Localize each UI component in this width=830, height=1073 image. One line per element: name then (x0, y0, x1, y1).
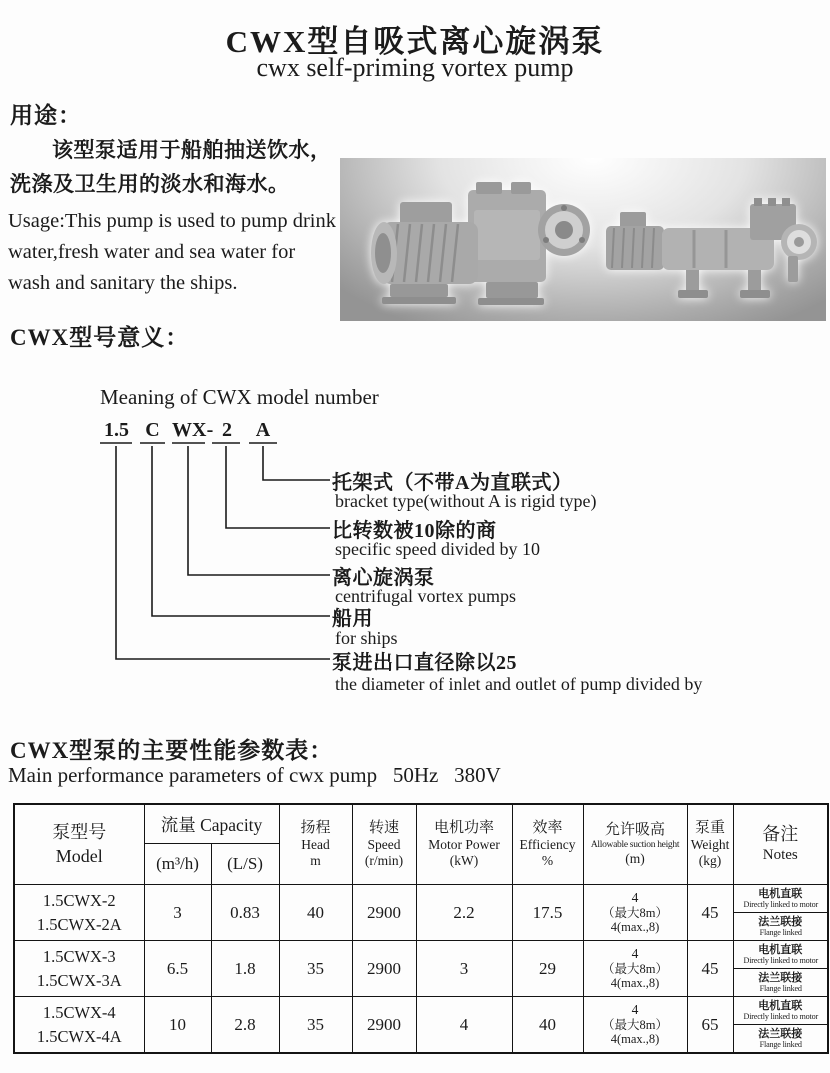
meaning-item-zh: 离心旋涡泵 (332, 567, 435, 589)
suction-line-3: 4(max.,8) (610, 976, 660, 991)
col-header-notes-zh: 备注 (762, 824, 799, 845)
model-line-1: 1.5CWX-3 (42, 947, 116, 967)
col-header-speed-en: Speed (367, 837, 401, 853)
cell-suction (583, 885, 687, 941)
cell-note-flange (733, 969, 828, 997)
model-meaning-heading-zh: CWX型号意义： (10, 325, 190, 350)
meaning-item-en: centrifugal vortex pumps (335, 586, 516, 606)
cell-note-direct (733, 941, 828, 969)
col-header-power-unit: (kW) (449, 853, 479, 869)
cell-weight: 45 (687, 941, 733, 997)
meaning-item-en: bracket type(without A is rigid type) (335, 491, 597, 511)
col-header-model-zh: 泵型号 (52, 822, 107, 843)
model-line-1: 1.5CWX-2 (42, 891, 116, 911)
note-en: Directly linked to motor (743, 1011, 818, 1022)
pump-photo-right (602, 198, 817, 308)
cell-efficiency: 17.5 (512, 885, 583, 941)
page-title-zh: CWX型自吸式离心旋涡泵 (225, 24, 605, 59)
col-header-speed (352, 804, 416, 885)
model-code-hyphen: - (206, 419, 214, 441)
suction-line-1: 4 (631, 1002, 639, 1018)
col-header-head (279, 804, 352, 885)
col-header-suction-unit: (m) (625, 850, 645, 866)
meaning-item-zh: 比转数被10除的商 (332, 520, 497, 542)
cell-efficiency: 29 (512, 941, 583, 997)
model-code-part: 2 (222, 419, 232, 441)
model-code-part: WX (172, 419, 207, 441)
note-en: Directly linked to motor (743, 899, 818, 910)
col-header-model (14, 804, 144, 885)
note-zh: 法兰联接 (758, 915, 803, 928)
col-header-suction-zh: 允许吸高 (605, 822, 666, 839)
note-en: Flange linked (759, 983, 802, 994)
suction-line-1: 4 (631, 946, 639, 962)
meaning-item-en: the diameter of inlet and outlet of pump divided by (335, 674, 703, 694)
cell-power: 3 (416, 941, 512, 997)
col-header-power (416, 804, 512, 885)
usage-body-zh: 该型泵适用于船舶抽送饮水，洗涤及卫生用的淡水和海水。 (10, 138, 332, 196)
cell-capacity-ls: 1.8 (211, 941, 279, 997)
cell-speed: 2900 (352, 941, 416, 997)
cell-model (14, 997, 144, 1054)
col-header-suction-en: Allowable suction height (590, 839, 680, 850)
col-header-capacity-m3h: (m³/h) (144, 844, 211, 885)
col-header-power-zh: 电机功率 (434, 819, 495, 836)
col-header-eff-en: Efficiency (519, 837, 576, 853)
note-zh: 电机直联 (758, 999, 803, 1012)
cell-note-direct (733, 885, 828, 913)
col-header-notes-en: Notes (762, 847, 798, 864)
suction-line-3: 4(max.,8) (610, 1032, 660, 1047)
product-photo (340, 158, 826, 321)
cell-note-direct (733, 997, 828, 1025)
params-heading-en: Main performance parameters of cwx pump 50Hz 380V (8, 763, 501, 787)
note-en: Flange linked (759, 1039, 802, 1050)
cell-capacity-ls: 0.83 (211, 885, 279, 941)
cell-capacity-m3h: 10 (144, 997, 211, 1054)
table-row (14, 941, 828, 969)
cell-weight: 65 (687, 997, 733, 1054)
col-header-head-zh: 扬程 (300, 819, 331, 836)
model-meaning-heading-en: Meaning of CWX model number (100, 385, 379, 409)
col-header-notes (733, 804, 828, 885)
suction-line-2: （最大8m） (602, 905, 668, 920)
meaning-item-en: specific speed divided by 10 (335, 539, 540, 559)
col-header-head-en: Head (301, 837, 330, 853)
note-en: Flange linked (759, 927, 802, 938)
cell-head: 40 (279, 885, 352, 941)
cell-power: 4 (416, 997, 512, 1054)
col-header-capacity-ls: (L/S) (211, 844, 279, 885)
cell-model (14, 941, 144, 997)
note-zh: 电机直联 (758, 943, 803, 956)
cell-suction (583, 941, 687, 997)
page-title-en: cwx self-priming vortex pump (256, 53, 574, 82)
model-line-2: 1.5CWX-2A (36, 914, 122, 934)
col-header-speed-zh: 转速 (369, 819, 400, 836)
params-heading-zh: CWX型泵的主要性能参数表： (10, 738, 334, 763)
pump-photo-left (368, 180, 593, 315)
note-zh: 法兰联接 (758, 1027, 803, 1040)
cell-model (14, 885, 144, 941)
cell-speed: 2900 (352, 885, 416, 941)
model-line-1: 1.5CWX-4 (42, 1003, 116, 1023)
cell-note-flange (733, 1025, 828, 1054)
performance-table (13, 803, 829, 1054)
note-en: Directly linked to motor (743, 955, 818, 966)
model-line-2: 1.5CWX-4A (36, 1026, 122, 1046)
cell-power: 2.2 (416, 885, 512, 941)
cell-capacity-m3h: 6.5 (144, 941, 211, 997)
col-header-eff-unit: % (541, 853, 554, 869)
col-header-speed-unit: (r/min) (364, 853, 404, 869)
suction-line-2: （最大8m） (602, 1017, 668, 1032)
table-row (14, 885, 828, 913)
cell-note-flange (733, 913, 828, 941)
table-row (14, 997, 828, 1025)
cell-weight: 45 (687, 885, 733, 941)
col-header-weight-en: Weight (690, 837, 730, 853)
suction-line-1: 4 (631, 890, 639, 906)
usage-heading: 用途： (10, 103, 82, 128)
usage-body-en: Usage:This pump is used to pump drink water,fresh water and sea water for wash and sanitary the ships. (8, 210, 336, 294)
col-header-head-unit: m (310, 853, 321, 869)
cell-efficiency: 40 (512, 997, 583, 1054)
note-zh: 电机直联 (758, 887, 803, 900)
meaning-item-zh: 托架式（不带A为直联式） (332, 472, 573, 494)
col-header-suction (583, 804, 687, 885)
model-line-2: 1.5CWX-3A (36, 970, 122, 990)
col-header-weight-unit: (kg) (698, 853, 722, 869)
cell-speed: 2900 (352, 997, 416, 1054)
cell-suction (583, 997, 687, 1054)
col-header-power-en: Motor Power (428, 837, 500, 853)
cell-head: 35 (279, 941, 352, 997)
col-header-model-en: Model (55, 845, 103, 866)
col-header-capacity: 流量 Capacity (144, 804, 279, 844)
cell-capacity-m3h: 3 (144, 885, 211, 941)
suction-line-2: （最大8m） (602, 961, 668, 976)
col-header-efficiency (512, 804, 583, 885)
col-header-eff-zh: 效率 (532, 819, 563, 836)
col-header-weight (687, 804, 733, 885)
cell-head: 35 (279, 997, 352, 1054)
note-zh: 法兰联接 (758, 971, 803, 984)
suction-line-3: 4(max.,8) (610, 920, 660, 935)
meaning-item-zh: 泵进出口直径除以25 (332, 652, 517, 674)
cell-capacity-ls: 2.8 (211, 997, 279, 1054)
model-code-part: 1.5 (104, 419, 129, 441)
model-code-part: A (255, 419, 271, 441)
meaning-item-zh: 船用 (332, 608, 373, 630)
model-code-part: C (145, 419, 160, 441)
col-header-weight-zh: 泵重 (695, 819, 726, 836)
meaning-item-en: for ships (335, 628, 398, 648)
